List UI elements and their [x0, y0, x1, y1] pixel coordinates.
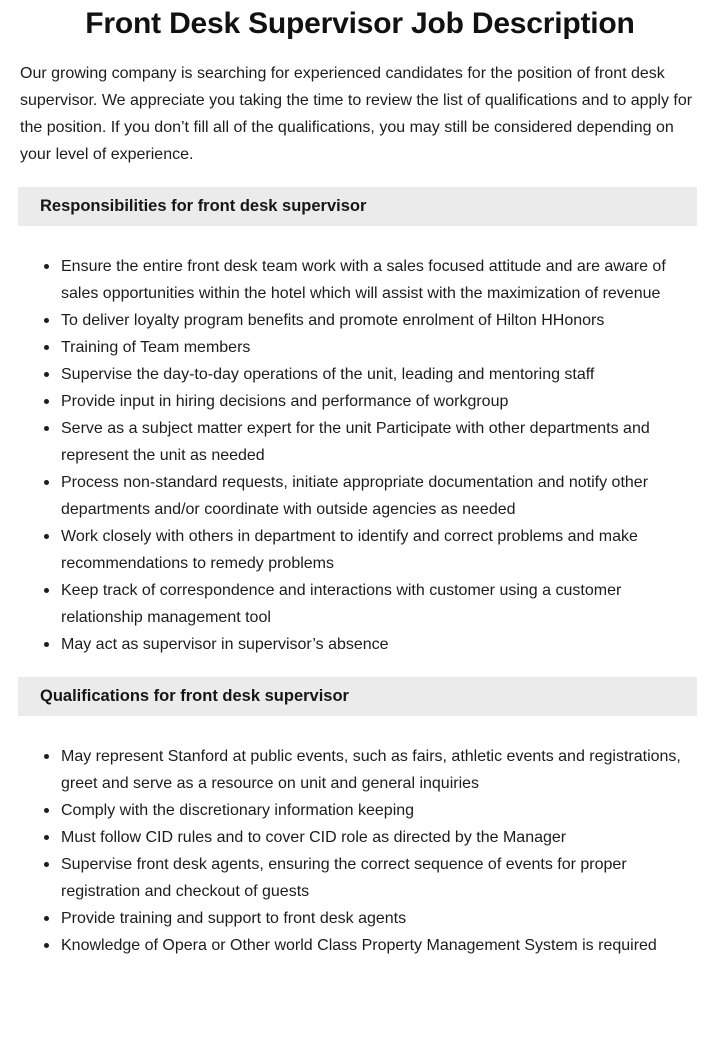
intro-paragraph: Our growing company is searching for experienced candidates for the position of front desk supervisor. We appreciate you taking the time to review the list of qualifications and to apply for the position. If you don’t fill all of the qualifications, you may still be considered depending on your level of experience.: [20, 65, 693, 163]
list-item: Comply with the discretionary information keeping: [61, 797, 694, 824]
qualifications-section: [0, 677, 720, 959]
list-item: Work closely with others in department to identify and correct problems and make recommendations to remedy problems: [61, 523, 694, 577]
qualifications-list: [0, 743, 694, 959]
page-title: Front Desk Supervisor Job Description: [85, 7, 635, 40]
list-item: Knowledge of Opera or Other world Class Property Management System is required: [61, 932, 694, 959]
list-item: May act as supervisor in supervisor’s absence: [61, 631, 694, 658]
list-item: May represent Stanford at public events, such as fairs, athletic events and registrations, greet and serve as a resource on unit and general inquiries: [61, 743, 694, 797]
responsibilities-heading: Responsibilities for front desk supervisor: [18, 187, 697, 226]
responsibilities-section: [0, 187, 720, 658]
qualifications-heading: Qualifications for front desk supervisor: [18, 677, 697, 716]
list-item: Ensure the entire front desk team work with a sales focused attitude and are aware of sales opportunities within the hotel which will assist with the maximization of revenue: [61, 253, 694, 307]
list-item: To deliver loyalty program benefits and promote enrolment of Hilton HHonors: [61, 307, 694, 334]
list-item: Provide input in hiring decisions and performance of workgroup: [61, 388, 694, 415]
list-item: Training of Team members: [61, 334, 694, 361]
list-item: Process non-standard requests, initiate appropriate documentation and notify other departments and/or coordinate with outside agencies as needed: [61, 469, 694, 523]
list-item: Supervise the day-to-day operations of the unit, leading and mentoring staff: [61, 361, 694, 388]
list-item: Keep track of correspondence and interactions with customer using a customer relationship management tool: [61, 577, 694, 631]
list-item: Serve as a subject matter expert for the unit Participate with other departments and represent the unit as needed: [61, 415, 694, 469]
list-item: Must follow CID rules and to cover CID role as directed by the Manager: [61, 824, 694, 851]
list-item: Provide training and support to front desk agents: [61, 905, 694, 932]
job-description-document: [0, 4, 720, 959]
responsibilities-list: [0, 253, 694, 658]
list-item: Supervise front desk agents, ensuring the correct sequence of events for proper registration and checkout of guests: [61, 851, 694, 905]
